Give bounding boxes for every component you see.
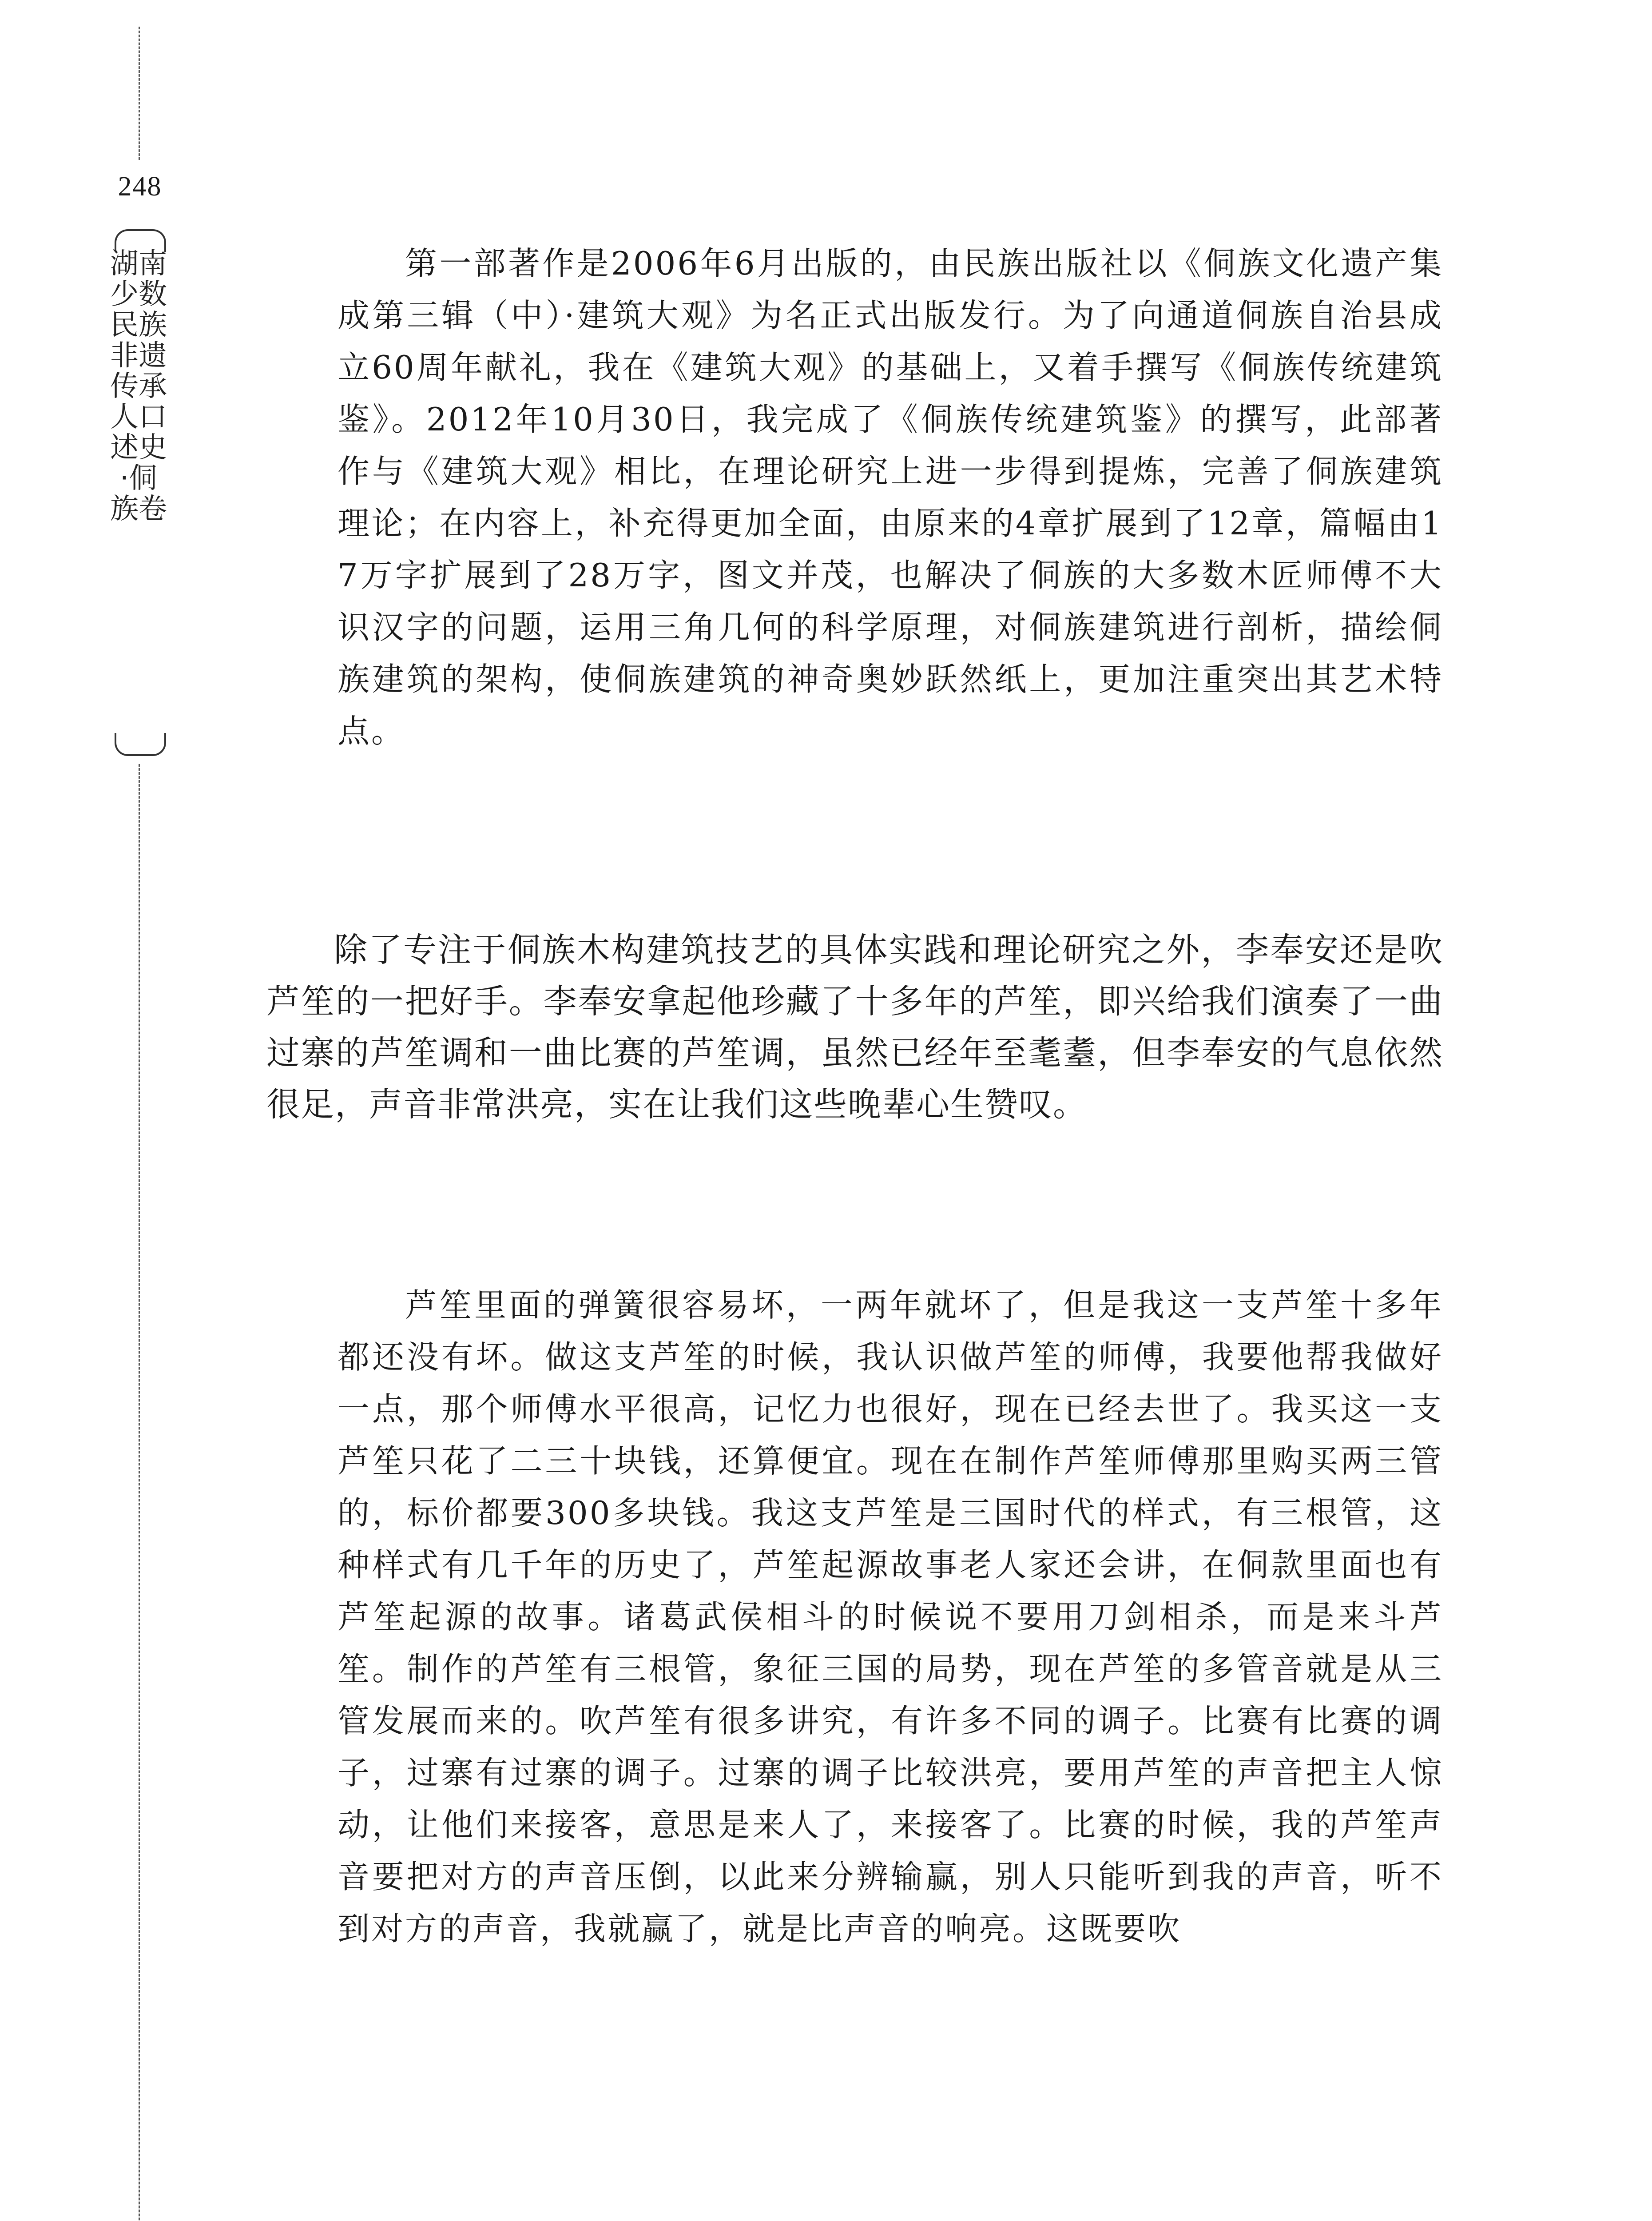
oral-quote-paragraph: 芦笙里面的弹簧很容易坏，一两年就坏了，但是我这一支芦笙十多年都还没有坏。做这支芦笙的时候，我认识做芦笙的师傅，我要他帮我做好一点，那个师傅水平很高，记忆力也很好，现在已经去世了。我买这一支芦笙只花了二三十块钱，还算便宜。现在在制作芦笙师傅那里购买两三管的，标价都要300多块钱。我这支芦笙是三国时代的样式，有三根管，这种样式有几千年的历史了，芦笙起源故事老人家还会讲，在侗款里面也有芦笙起源的故事。诸葛武侯相斗的时候说不要用刀剑相杀，而是来斗芦笙。制作的芦笙有三根管，象征三国的局势，现在芦笙的多管音就是从三管发展而来的。吹芦笙有很多讲究，有许多不同的调子。比赛有比赛的调子，过寨有过寨的调子。过寨的调子比较洪亮，要用芦笙的声音把主人惊动，让他们来接客，意思是来人了，来接客了。比赛的时候，我的芦笙声音要把对方的声音压倒，以此来分辨输赢，别人只能听到我的声音，听不到对方的声音，我就赢了，就是比声音的响亮。这既要吹 [338, 1286, 1443, 1947]
margin-rule-top [139, 27, 140, 160]
running-head: 湖南少数民族非遗传承人口述史·侗族卷 [110, 247, 167, 525]
running-head-bracket-bottom [115, 733, 166, 756]
margin-rule-bottom [139, 764, 140, 2221]
oral-quote-paragraph: 第一部著作是2006年6月出版的，由民族出版社以《侗族文化遗产集成第三辑（中）·建筑大观》为名正式出版发行。为了向通道侗族自治县成立60周年献礼，我在《建筑大观》的基础上，又着手撰写《侗族传统建筑鉴》。2012年10月30日，我完成了《侗族传统建筑鉴》的撰写，此部著作与《建筑大观》相比，在理论研究上进一步得到提炼，完善了侗族建筑理论；在内容上，补充得更加全面，由原来的4章扩展到了12章，篇幅由17万字扩展到了28万字，图文并茂，也解决了侗族的大多数木匠师傅不大识汉字的问题，运用三角几何的科学原理，对侗族建筑进行剖析，描绘侗族建筑的架构，使侗族建筑的神奇奥妙跃然纸上，更加注重突出其艺术特点。 [338, 245, 1443, 750]
narrative-paragraph: 除了专注于侗族木构建筑技艺的具体实践和理论研究之外，李奉安还是吹芦笙的一把好手。李奉安拿起他珍藏了十多年的芦笙，即兴给我们演奏了一曲过寨的芦笙调和一曲比赛的芦笙调，虽然已经年至耄耋，但李奉安的气息依然很足，声音非常洪亮，实在让我们这些晚辈心生赞叹。 [266, 930, 1443, 1124]
page-number: 248 [118, 171, 162, 202]
